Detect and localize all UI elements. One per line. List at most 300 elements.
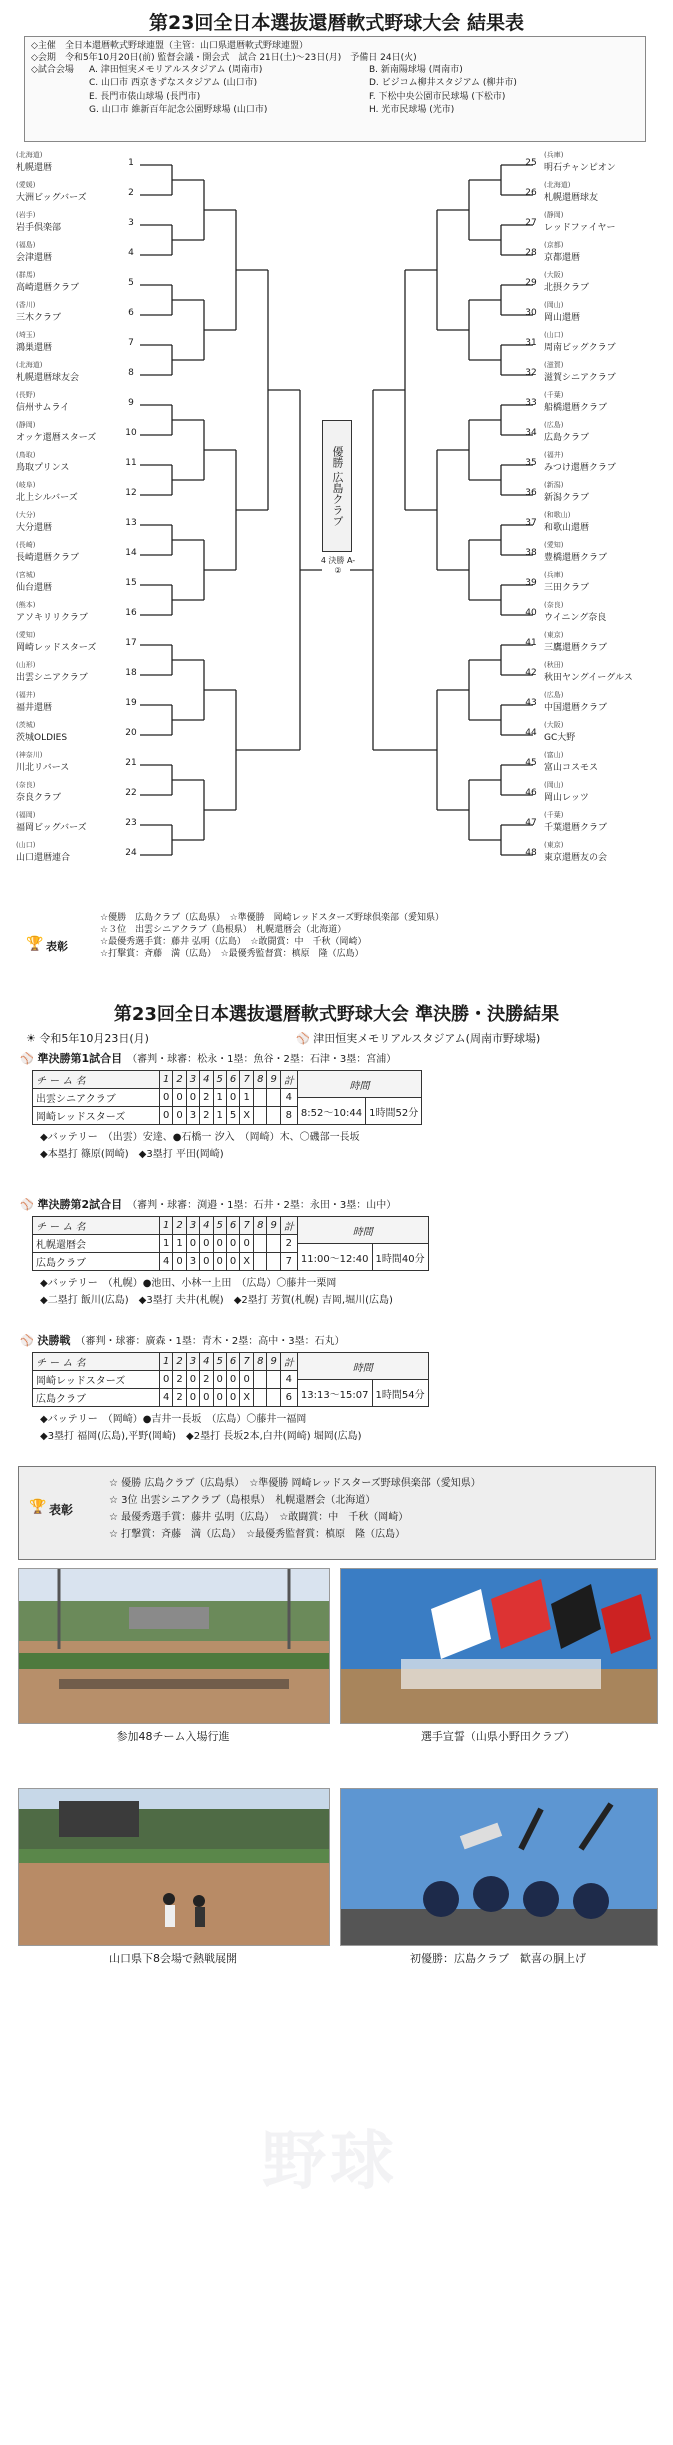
team-prefecture: (福井) [16, 691, 36, 699]
team-seed: 32 [525, 368, 537, 378]
inning-score: X [240, 1107, 254, 1125]
team-seed: 29 [525, 278, 537, 288]
score-row [33, 1389, 298, 1407]
game-table-wrap [32, 1216, 660, 1271]
game-duration: 1時間40分 [372, 1244, 428, 1271]
venue-item: F. 下松中央公園市民球場 (下松市) [369, 91, 506, 102]
team-prefecture: (岡山) [544, 301, 564, 309]
inning-score: 1 [173, 1235, 186, 1253]
team-prefecture: (香川) [16, 301, 36, 309]
inning-score: 2 [173, 1371, 186, 1389]
team-entry [525, 390, 665, 420]
team-prefecture: (奈良) [16, 781, 36, 789]
inning-header: 2 [173, 1353, 186, 1371]
team-name: 大洲ビッグバーズ [16, 193, 87, 203]
inning-header: 計 [280, 1353, 297, 1371]
awards-label-2: 表彰 [49, 1503, 74, 1517]
innings-header [33, 1217, 298, 1235]
team-prefecture: (和歌山) [544, 511, 571, 519]
team-prefecture: (福岡) [16, 811, 36, 819]
team-name: 出雲シニアクラブ [16, 673, 88, 683]
inning-score: 0 [186, 1235, 199, 1253]
team-prefecture: (茨城) [16, 721, 36, 729]
total-score: 6 [280, 1389, 297, 1407]
team-name: 長崎還暦クラブ [16, 553, 80, 563]
game-umpires: （審判・球審：渕邉・1塁：石井・2塁：永田・3塁：山中） [122, 1200, 397, 1211]
team-name: 中国還暦クラブ [544, 703, 608, 713]
inning-header: 2 [173, 1071, 186, 1089]
team-entry [14, 810, 139, 840]
game-duration: 1時間54分 [372, 1380, 428, 1407]
stadium-icon: ⚾ [296, 1032, 310, 1045]
inning-score: 0 [186, 1371, 199, 1389]
team-entry [14, 180, 139, 210]
team-name: 川北リバース [16, 763, 70, 773]
score-team: 岡崎レッドスターズ [33, 1371, 160, 1389]
team-name: アソキリリクラブ [16, 613, 88, 623]
team-name: 茨城OLDIES [16, 733, 68, 743]
game-notes [40, 1411, 660, 1445]
inning-header: 6 [226, 1353, 239, 1371]
inning-score: 0 [226, 1235, 239, 1253]
date-line: 令和5年10月23日(月) [39, 1032, 149, 1045]
game-title: 準決勝第1試合目 [37, 1052, 123, 1065]
tournament-info [24, 36, 646, 142]
inning-header: 7 [240, 1353, 254, 1371]
trophy-icon: 🏆 [26, 936, 44, 952]
game-title-row [20, 1196, 660, 1212]
team-entry [14, 660, 139, 690]
game-note: ◆バッテリー （出雲）安達、●石橋一 汐入 （岡崎）木、〇磯部一長坂 [40, 1132, 360, 1143]
inning-header: 5 [213, 1071, 226, 1089]
inning-score: 2 [200, 1107, 213, 1125]
team-name: みつけ還暦クラブ [544, 463, 616, 473]
inning-score: 5 [226, 1107, 239, 1125]
team-seed: 25 [525, 158, 537, 168]
team-seed: 16 [125, 608, 137, 618]
team-name: 信州サムライ [16, 403, 70, 413]
team-name: 高崎還暦クラブ [16, 283, 80, 293]
team-entry [14, 840, 139, 870]
team-entry [525, 420, 665, 450]
score-row [33, 1371, 298, 1389]
team-entry [14, 690, 139, 720]
inning-score [254, 1253, 267, 1271]
team-name: 奈良クラブ [16, 793, 62, 803]
team-prefecture: (広島) [544, 421, 564, 429]
game-time: 13:13〜15:07 [297, 1380, 372, 1407]
total-score: 8 [280, 1107, 297, 1125]
time-header: 時間 [297, 1353, 428, 1380]
final-awards-box [18, 1466, 656, 1560]
team-name: 北上シルバーズ [16, 493, 78, 503]
inning-header: 1 [160, 1071, 173, 1089]
team-header: チ ー ム 名 [33, 1353, 160, 1371]
inning-header: 1 [160, 1217, 173, 1235]
game-title-row [20, 1332, 660, 1348]
award-line: ☆ 最優秀選手賞：藤井 弘明（広島） ☆敢闘賞：中 千秋（岡崎） [109, 1512, 409, 1523]
team-entry [14, 510, 139, 540]
game-note: ◆バッテリー （札幌）●池田、小林一上田 （広島）〇藤井一栗岡 [40, 1278, 337, 1289]
venues-list [89, 64, 639, 116]
game-title: 決勝戦 [37, 1334, 71, 1347]
inning-score: 0 [173, 1107, 186, 1125]
time-header: 時間 [297, 1217, 428, 1244]
inning-score: 1 [213, 1107, 226, 1125]
inning-score: 1 [213, 1089, 226, 1107]
team-prefecture: (奈良) [544, 601, 564, 609]
team-entry [525, 720, 665, 750]
team-prefecture: (福島) [16, 241, 36, 249]
team-name: 三鷹還暦クラブ [544, 643, 608, 653]
inning-score [267, 1089, 280, 1107]
team-prefecture: (北海道) [16, 151, 43, 159]
team-seed: 8 [128, 368, 134, 378]
team-seed: 30 [525, 308, 537, 318]
team-prefecture: (京都) [544, 241, 564, 249]
inning-header: 4 [200, 1353, 213, 1371]
team-seed: 45 [525, 758, 537, 768]
game-icon: ⚾ [20, 1052, 38, 1065]
sun-icon: ☀ [26, 1032, 36, 1045]
team-name: オッケ還暦スターズ [16, 433, 97, 443]
team-name: 広島クラブ [544, 433, 590, 443]
team-prefecture: (埼玉) [16, 331, 36, 339]
inning-score [254, 1389, 267, 1407]
inning-header: 3 [186, 1071, 199, 1089]
organizer-row: ◇主催 全日本還暦軟式野球連盟（主管：山口県還暦軟式野球連盟） [31, 41, 308, 51]
team-name: 三木クラブ [16, 313, 62, 323]
period-value: 令和5年10月20日(前) 監督会議・開会式 試合 21日(土)〜23日(月) 予備日 24日(火) [64, 53, 417, 64]
team-name: 福井還暦 [16, 703, 53, 713]
period-row: ◇会期 令和5年10月20日(前) 監督会議・開会式 試合 21日(土)〜23日(月) 予備日 24日(火) [31, 53, 417, 64]
team-entry [525, 150, 665, 180]
team-entry [14, 240, 139, 270]
inning-score: 2 [200, 1089, 213, 1107]
team-entry [525, 450, 665, 480]
team-seed: 22 [125, 788, 137, 798]
team-entry [14, 390, 139, 420]
inning-score [267, 1371, 280, 1389]
team-prefecture: (千葉) [544, 391, 564, 399]
team-seed: 44 [525, 728, 537, 738]
time-header: 時間 [297, 1071, 421, 1098]
photo-caption-2: 選手宣誓（山県小野田クラブ） [420, 1730, 576, 1743]
venue-item: E. 長門市俵山球場 (長門市) [89, 91, 201, 102]
team-name: 三田クラブ [544, 583, 590, 593]
inning-score: X [240, 1253, 254, 1271]
inning-score: 0 [160, 1371, 173, 1389]
team-seed: 28 [525, 248, 537, 258]
inning-score [267, 1389, 280, 1407]
team-prefecture: (山口) [544, 331, 564, 339]
team-name: GC大野 [544, 733, 576, 743]
team-seed: 48 [525, 848, 537, 858]
inning-score: 0 [226, 1371, 239, 1389]
game-icon: ⚾ [20, 1198, 38, 1211]
team-seed: 23 [125, 818, 137, 828]
team-seed: 5 [128, 278, 134, 288]
team-prefecture: (愛媛) [16, 181, 36, 189]
team-entry [525, 300, 665, 330]
team-name: 鴻巣還暦 [16, 343, 53, 353]
team-name: 京都還暦 [544, 253, 581, 263]
inning-score [254, 1107, 267, 1125]
team-name: 札幌還暦球友会 [16, 373, 80, 383]
inning-score: 0 [200, 1235, 213, 1253]
team-name: 千葉還暦クラブ [544, 823, 608, 833]
game-title: 準決勝第2試合目 [37, 1198, 123, 1211]
score-row [33, 1235, 298, 1253]
game-time: 11:00〜12:40 [297, 1244, 372, 1271]
team-entry [525, 840, 665, 870]
team-seed: 21 [125, 758, 137, 768]
photo-caption-4: 初優勝：広島クラブ 歓喜の胴上げ [410, 1952, 586, 1965]
team-prefecture: (新潟) [544, 481, 564, 489]
team-entry [14, 540, 139, 570]
team-name: 福岡ビッグバーズ [16, 823, 87, 833]
team-name: 仙台還暦 [16, 583, 53, 593]
inning-score: 0 [200, 1389, 213, 1407]
inning-score [267, 1107, 280, 1125]
semifinal-2 [20, 1196, 660, 1309]
team-entry [525, 270, 665, 300]
team-prefecture: (静岡) [544, 211, 564, 219]
team-name: 新潟クラブ [544, 493, 590, 503]
award-line: ☆３位 出雲シニアクラブ（島根県） 札幌還暦会（北海道） [100, 925, 347, 936]
game-umpires: （審判・球審：廣森・1塁：青木・2塁：高中・3塁：石丸） [70, 1336, 345, 1347]
team-name: 岡山還暦 [544, 313, 581, 323]
inning-score: 3 [186, 1253, 199, 1271]
inning-score: X [240, 1389, 254, 1407]
award-line: ☆ 3位 出雲シニアクラブ（島根県） 札幌還暦会（北海道） [109, 1495, 376, 1506]
inning-header: 3 [186, 1217, 199, 1235]
team-name: 会津還暦 [16, 253, 53, 263]
team-entry [525, 570, 665, 600]
team-entry [14, 300, 139, 330]
team-name: 和歌山還暦 [544, 523, 590, 533]
team-prefecture: (愛知) [544, 541, 564, 549]
venue-item: H. 光市民球場 (光市) [369, 104, 455, 115]
team-seed: 35 [525, 458, 537, 468]
team-seed: 2 [128, 188, 134, 198]
team-seed: 27 [525, 218, 537, 228]
inning-header: 7 [240, 1071, 254, 1089]
inning-score: 4 [160, 1389, 173, 1407]
inning-score: 0 [226, 1253, 239, 1271]
team-name: 大分還暦 [16, 523, 53, 533]
inning-score: 0 [213, 1371, 226, 1389]
team-seed: 10 [125, 428, 137, 438]
score-table [32, 1070, 298, 1125]
inning-header: 8 [254, 1217, 267, 1235]
team-entry [14, 330, 139, 360]
team-entry [525, 330, 665, 360]
team-prefecture: (兵庫) [544, 571, 564, 579]
time-table [297, 1216, 429, 1271]
team-entry [525, 660, 665, 690]
venues-row: ◇試合会場 A. 津田恒実メモリアルスタジアム (周南市) B. 新南陽球場 (周南市) C. 山口市 西京きずなスタジアム (山口市) D. ビジコム柳井スタジアム (柳井市) E. 長門市俵山球場 (長門市) F. 下松中央公園市民球場 (下松市) G. 山口市 維新百年記念公園野球場 (山口市) H. 光市民球場 (光市) [31, 64, 639, 116]
date-stadium-row [26, 1030, 646, 1046]
team-seed: 37 [525, 518, 537, 528]
total-score: 7 [280, 1253, 297, 1271]
team-prefecture: (愛知) [16, 631, 36, 639]
team-prefecture: (群馬) [16, 271, 36, 279]
inning-score: 2 [173, 1389, 186, 1407]
team-entry [14, 360, 139, 390]
team-entry [525, 630, 665, 660]
award-line: ☆ 打撃賞：斉藤 満（広島） ☆最優秀監督賞：槙原 隆（広島） [109, 1529, 406, 1540]
team-entry [14, 630, 139, 660]
score-row [33, 1107, 298, 1125]
team-name: 鳥取プリンス [16, 463, 70, 473]
team-entry [525, 210, 665, 240]
team-prefecture: (北海道) [544, 181, 571, 189]
team-seed: 41 [525, 638, 537, 648]
team-entry [14, 420, 139, 450]
inning-header: 9 [267, 1071, 280, 1089]
team-name: 富山コスモス [544, 763, 599, 773]
total-score: 4 [280, 1089, 297, 1107]
team-name: 札幌還暦 [16, 163, 53, 173]
team-prefecture: (神奈川) [16, 751, 43, 759]
inning-score: 4 [160, 1253, 173, 1271]
team-seed: 20 [125, 728, 137, 738]
team-name: 東京還暦友の会 [544, 853, 608, 863]
game-note: ◆3塁打 福岡(広島),平野(岡崎) ◆2塁打 長坂2本,白井(岡崎) 堀岡(広島) [40, 1431, 362, 1442]
champion-label: 優勝 広島クラブ [331, 445, 344, 527]
team-seed: 13 [125, 518, 137, 528]
team-seed: 18 [125, 668, 137, 678]
inning-score: 2 [200, 1371, 213, 1389]
team-entry [14, 750, 139, 780]
inning-score: 0 [186, 1089, 199, 1107]
team-seed: 43 [525, 698, 537, 708]
score-team: 岡崎レッドスターズ [33, 1107, 160, 1125]
team-seed: 34 [525, 428, 537, 438]
inning-score [267, 1235, 280, 1253]
inning-header: 4 [200, 1217, 213, 1235]
inning-score [267, 1253, 280, 1271]
team-name: 山口還暦連合 [16, 853, 71, 863]
bracket-awards-list [100, 912, 640, 961]
inning-header: 計 [280, 1217, 297, 1235]
stadium-line: 津田恒実メモリアルスタジアム(周南市野球場) [313, 1032, 541, 1045]
team-entry [525, 540, 665, 570]
award-line: ☆打撃賞：斉藤 満（広島） ☆最優秀監督賞：槙原 隆（広島） [100, 949, 364, 960]
team-seed: 36 [525, 488, 537, 498]
inning-header: 6 [226, 1217, 239, 1235]
team-prefecture: (宮城) [16, 571, 36, 579]
game-notes [40, 1129, 660, 1163]
venue-item: C. 山口市 西京きずなスタジアム (山口市) [89, 78, 258, 89]
team-seed: 26 [525, 188, 537, 198]
team-prefecture: (福井) [544, 451, 564, 459]
semifinal-1 [20, 1050, 660, 1163]
period-label: 会期 [37, 53, 56, 64]
game-note: ◆二塁打 飯川(広島) ◆3塁打 夫井(札幌) ◆2塁打 芳賀(札幌) 吉岡,堀川(広島) [40, 1295, 393, 1306]
time-table [297, 1070, 422, 1125]
team-seed: 47 [525, 818, 537, 828]
team-seed: 38 [525, 548, 537, 558]
inning-header: 3 [186, 1353, 199, 1371]
inning-score [254, 1371, 267, 1389]
watermark-logo: 野球 [262, 2125, 398, 2199]
inning-score: 0 [226, 1089, 239, 1107]
score-row [33, 1253, 298, 1271]
team-name: 岩手倶楽部 [16, 223, 62, 233]
innings-header [33, 1071, 298, 1089]
game-time: 8:52〜10:44 [297, 1098, 365, 1125]
team-prefecture: (大阪) [544, 721, 564, 729]
team-prefecture: (静岡) [16, 421, 36, 429]
results2-title: 第23回全日本選抜還暦軟式野球大会 準決勝・決勝結果 [113, 1004, 560, 1025]
inning-score: 0 [160, 1089, 173, 1107]
team-prefecture: (秋田) [544, 661, 564, 669]
team-name: 周南ビッグクラブ [544, 343, 616, 353]
inning-score: 0 [240, 1371, 254, 1389]
game-table-wrap [32, 1352, 660, 1407]
team-seed: 40 [525, 608, 537, 618]
team-entry [14, 720, 139, 750]
score-team: 出雲シニアクラブ [33, 1089, 160, 1107]
game-table-wrap [32, 1070, 660, 1125]
team-entry [525, 240, 665, 270]
score-team: 広島クラブ [33, 1389, 160, 1407]
inning-header: 8 [254, 1353, 267, 1371]
photo-opening-march [18, 1568, 330, 1724]
inning-header: 9 [267, 1217, 280, 1235]
team-name: レッドファイヤー [544, 223, 616, 233]
team-entry [14, 270, 139, 300]
award-line: ☆最優秀選手賞：藤井 弘明（広島） ☆敢闘賞：中 千秋（岡崎） [100, 937, 367, 948]
game-duration: 1時間52分 [366, 1098, 422, 1125]
team-seed: 15 [125, 578, 137, 588]
team-entry [14, 570, 139, 600]
team-entry [14, 450, 139, 480]
team-seed: 39 [525, 578, 537, 588]
final-label: 4 決勝 A-② [320, 556, 356, 575]
venue-item: A. 津田恒実メモリアルスタジアム (周南市) [89, 65, 263, 76]
team-entry [525, 750, 665, 780]
inning-header: 5 [213, 1353, 226, 1371]
awards-label: 表彰 [46, 940, 68, 953]
inning-score: 3 [186, 1107, 199, 1125]
inning-score: 0 [200, 1253, 213, 1271]
final-awards-list [109, 1475, 649, 1543]
team-name: 札幌還暦球友 [544, 193, 599, 203]
team-seed: 46 [525, 788, 537, 798]
final-game [20, 1332, 660, 1445]
game-icon: ⚾ [20, 1334, 38, 1347]
team-entry [525, 690, 665, 720]
champion-box [322, 420, 352, 552]
inning-score: 0 [160, 1107, 173, 1125]
inning-score: 0 [173, 1253, 186, 1271]
team-prefecture: (広島) [544, 691, 564, 699]
team-prefecture: (岡山) [544, 781, 564, 789]
team-entry [14, 780, 139, 810]
inning-score: 0 [213, 1253, 226, 1271]
team-entry [14, 210, 139, 240]
trophy-icon-2: 🏆 [29, 1499, 47, 1515]
team-seed: 31 [525, 338, 537, 348]
inning-score: 0 [226, 1389, 239, 1407]
team-name: 船橋還暦クラブ [544, 403, 608, 413]
team-entry [14, 480, 139, 510]
inning-header: 2 [173, 1217, 186, 1235]
team-seed: 3 [128, 218, 134, 228]
